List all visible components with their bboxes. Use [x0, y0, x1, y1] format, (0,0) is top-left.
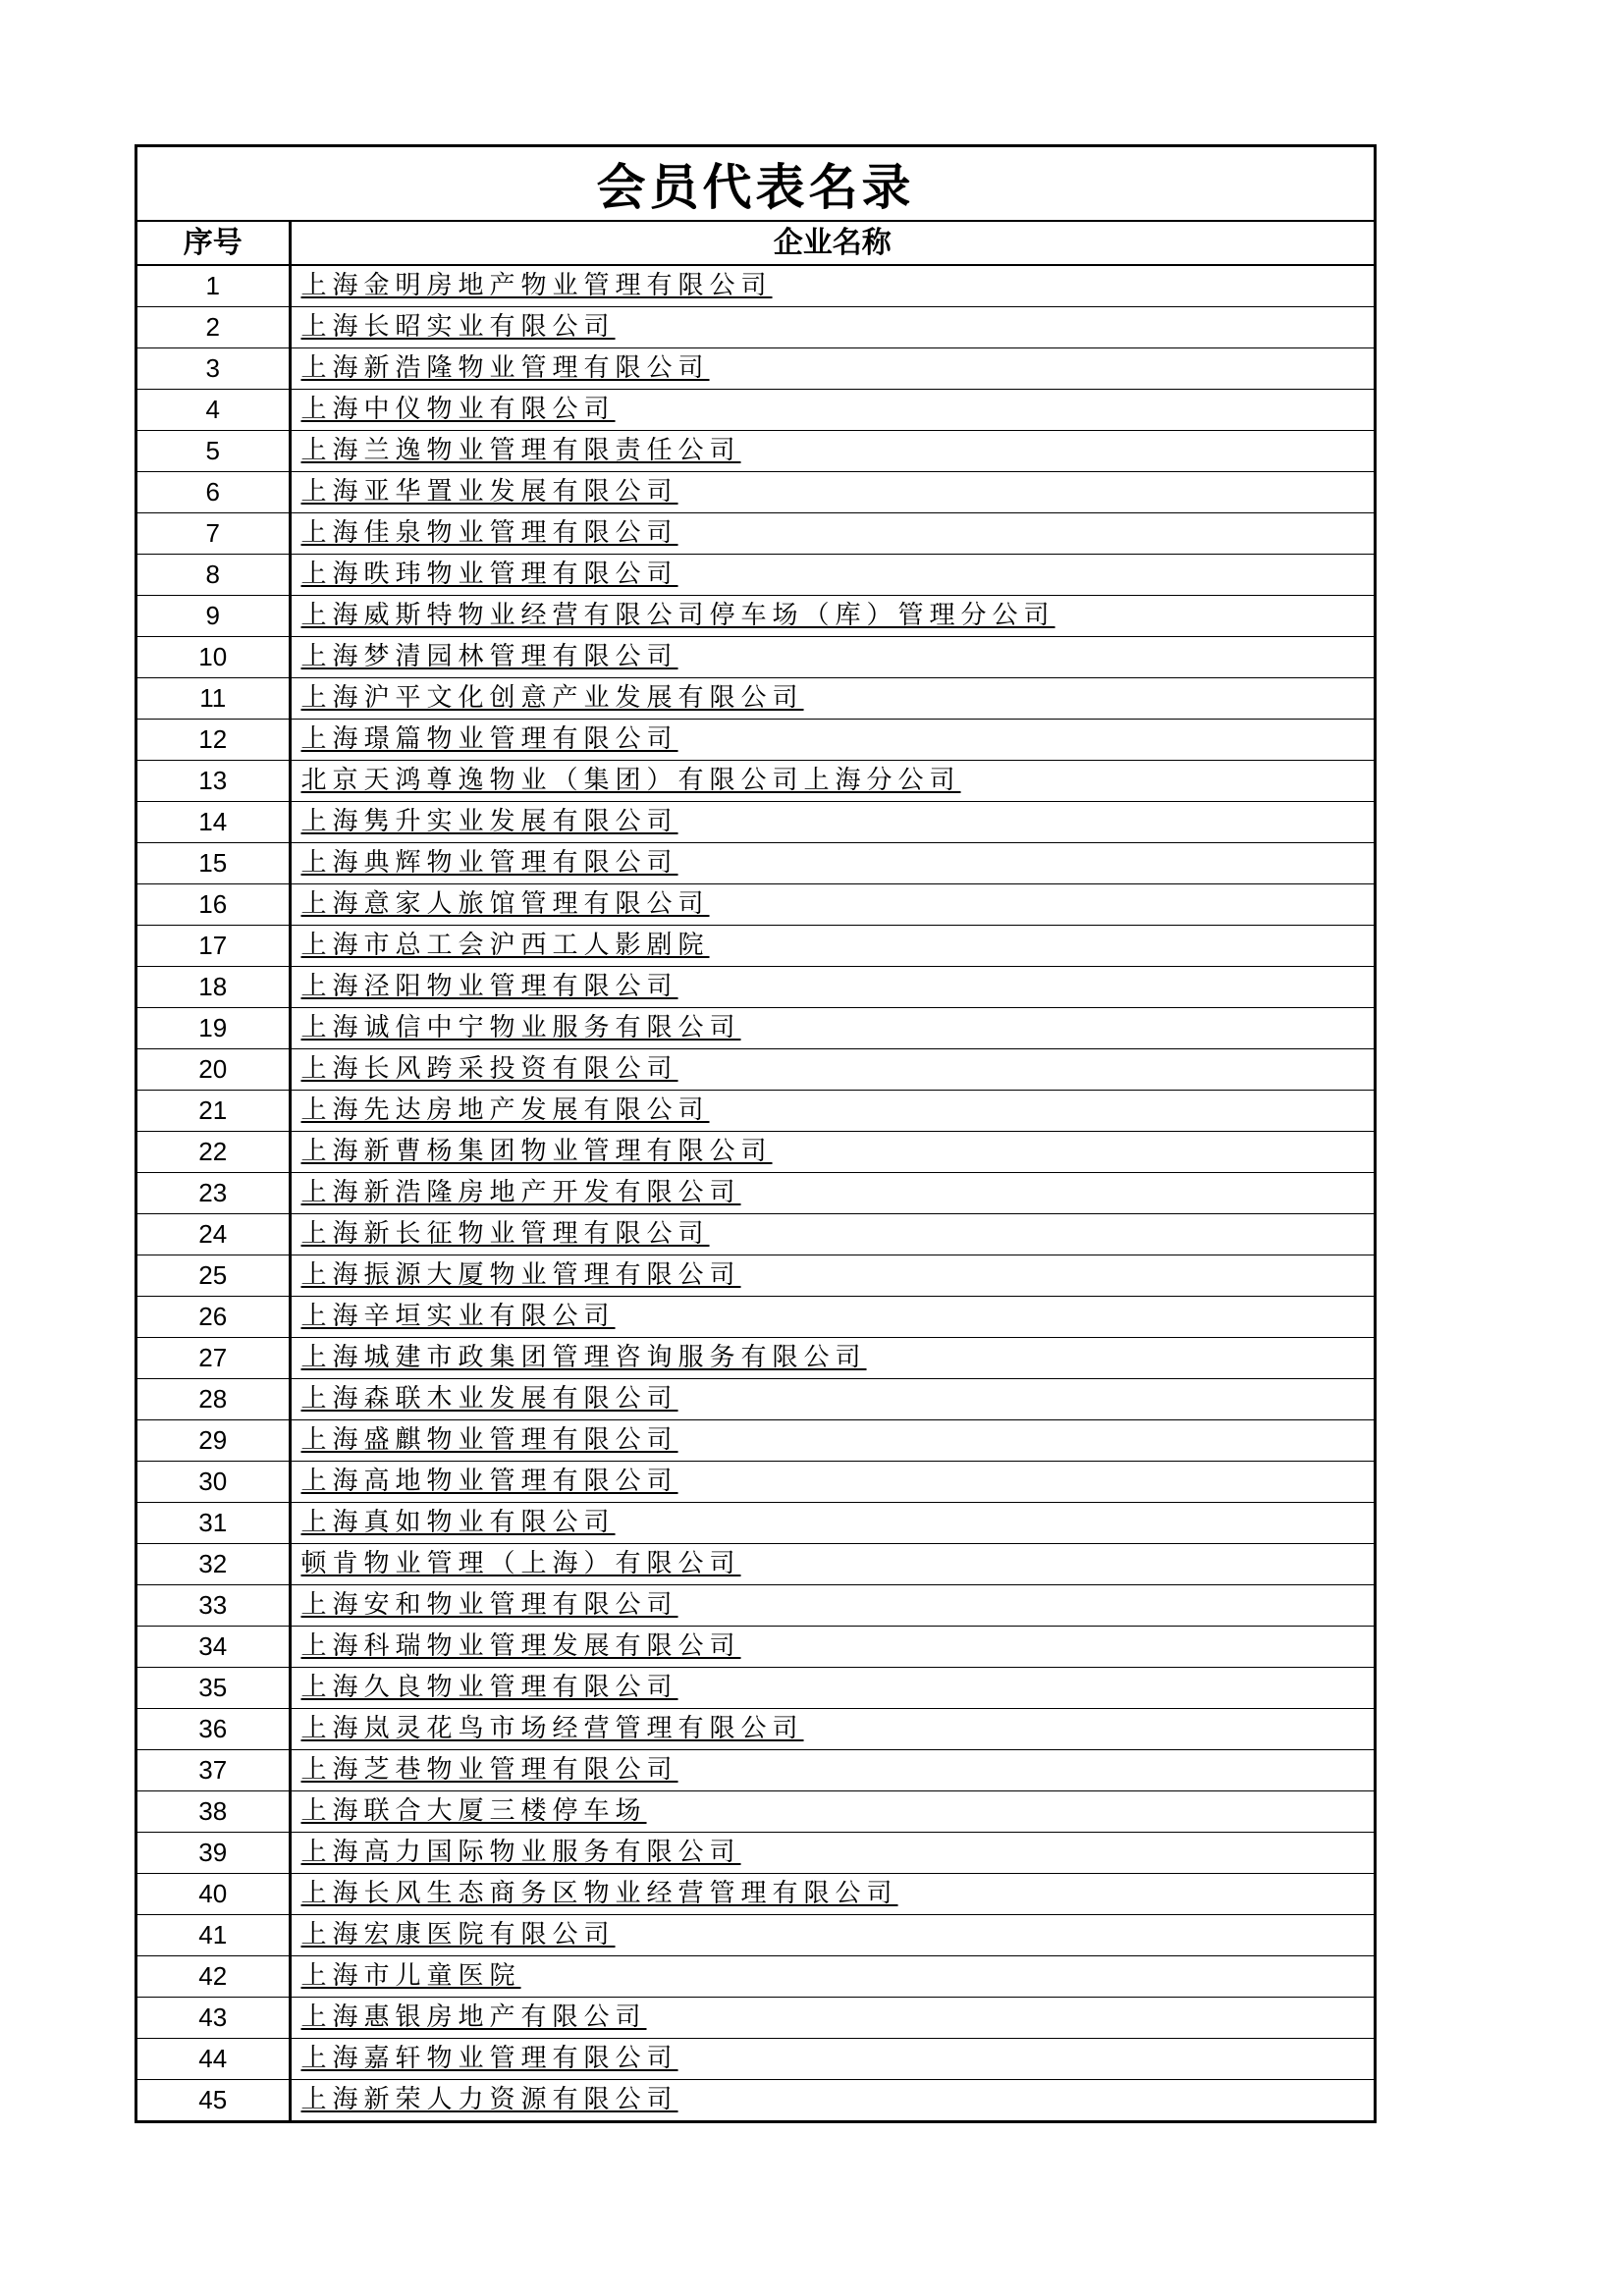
- row-company-cell: [290, 1502, 1374, 1543]
- row-company-name: 北京天鸿尊逸物业（集团）有限公司上海分公司: [300, 766, 961, 795]
- row-company-name: 上海泾阳物业管理有限公司: [300, 972, 678, 1001]
- table-row: [137, 1296, 1374, 1337]
- table-row: [137, 677, 1374, 719]
- row-company-cell: [290, 1626, 1374, 1667]
- row-company-cell: [290, 1708, 1374, 1749]
- row-company-name: 上海隽升实业发展有限公司: [300, 807, 678, 836]
- row-company-cell: [290, 1749, 1374, 1790]
- row-company-cell: [290, 1461, 1374, 1502]
- row-index: 15: [137, 842, 290, 883]
- row-company-name: 上海岚灵花鸟市场经营管理有限公司: [300, 1714, 804, 1743]
- table-row: [137, 1584, 1374, 1626]
- table-row: [137, 1461, 1374, 1502]
- row-company-name: 上海新长征物业管理有限公司: [300, 1219, 710, 1249]
- row-index: 13: [137, 760, 290, 801]
- row-company-name: 上海先达房地产发展有限公司: [300, 1095, 710, 1125]
- row-index: 9: [137, 595, 290, 636]
- row-company-name: 上海新浩隆物业管理有限公司: [300, 353, 710, 383]
- table-row: [137, 1502, 1374, 1543]
- row-index: 21: [137, 1090, 290, 1131]
- row-company-name: 上海振源大厦物业管理有限公司: [300, 1260, 741, 1290]
- member-table: [137, 222, 1374, 2120]
- row-index: 14: [137, 801, 290, 842]
- row-company-cell: [290, 512, 1374, 554]
- row-index: 36: [137, 1708, 290, 1749]
- row-company-name: 顿肯物业管理（上海）有限公司: [300, 1549, 741, 1578]
- row-company-cell: [290, 801, 1374, 842]
- row-company-name: 上海昳玮物业管理有限公司: [300, 560, 678, 589]
- row-company-cell: [290, 1172, 1374, 1213]
- row-index: 25: [137, 1255, 290, 1296]
- table-row: [137, 842, 1374, 883]
- row-company-cell: [290, 389, 1374, 430]
- table-row: [137, 554, 1374, 595]
- row-index: 44: [137, 2038, 290, 2079]
- table-row: [137, 1708, 1374, 1749]
- row-index: 35: [137, 1667, 290, 1708]
- table-row: [137, 512, 1374, 554]
- row-company-cell: [290, 1584, 1374, 1626]
- row-company-cell: [290, 966, 1374, 1007]
- row-index: 16: [137, 883, 290, 925]
- row-company-cell: [290, 554, 1374, 595]
- row-index: 37: [137, 1749, 290, 1790]
- row-company-name: 上海新荣人力资源有限公司: [300, 2085, 678, 2115]
- row-company-name: 上海市儿童医院: [300, 1961, 521, 1991]
- row-company-cell: [290, 1955, 1374, 1997]
- row-company-cell: [290, 1832, 1374, 1873]
- table-row: [137, 719, 1374, 760]
- row-index: 42: [137, 1955, 290, 1997]
- row-company-name: 上海芝巷物业管理有限公司: [300, 1755, 678, 1785]
- row-company-cell: [290, 677, 1374, 719]
- row-company-cell: [290, 1667, 1374, 1708]
- row-company-name: 上海新浩隆房地产开发有限公司: [300, 1178, 741, 1207]
- row-index: 31: [137, 1502, 290, 1543]
- table-row: [137, 1543, 1374, 1584]
- row-company-name: 上海意家人旅馆管理有限公司: [300, 889, 710, 919]
- row-company-cell: [290, 347, 1374, 389]
- row-company-cell: [290, 265, 1374, 306]
- table-row: [137, 1131, 1374, 1172]
- row-index: 29: [137, 1419, 290, 1461]
- row-index: 11: [137, 677, 290, 719]
- row-index: 18: [137, 966, 290, 1007]
- table-row: [137, 636, 1374, 677]
- row-index: 40: [137, 1873, 290, 1914]
- row-company-name: 上海久良物业管理有限公司: [300, 1673, 678, 1702]
- row-company-cell: [290, 1790, 1374, 1832]
- row-company-cell: [290, 430, 1374, 471]
- table-header-row: [137, 222, 1374, 265]
- row-company-name: 上海联合大厦三楼停车场: [300, 1796, 647, 1826]
- row-company-name: 上海诚信中宁物业服务有限公司: [300, 1013, 741, 1042]
- row-index: 32: [137, 1543, 290, 1584]
- row-company-name: 上海惠银房地产有限公司: [300, 2002, 647, 2032]
- row-company-cell: [290, 595, 1374, 636]
- row-index: 12: [137, 719, 290, 760]
- row-company-name: 上海嘉轩物业管理有限公司: [300, 2044, 678, 2073]
- row-company-name: 上海森联木业发展有限公司: [300, 1384, 678, 1414]
- row-index: 1: [137, 265, 290, 306]
- column-header-name: 企业名称: [290, 222, 1374, 265]
- row-company-name: 上海盛麒物业管理有限公司: [300, 1425, 678, 1455]
- row-index: 30: [137, 1461, 290, 1502]
- table-row: [137, 1172, 1374, 1213]
- row-company-cell: [290, 925, 1374, 966]
- row-company-cell: [290, 306, 1374, 347]
- row-company-cell: [290, 1378, 1374, 1419]
- row-index: 7: [137, 512, 290, 554]
- row-company-name: 上海真如物业有限公司: [300, 1508, 616, 1537]
- row-company-name: 上海新曹杨集团物业管理有限公司: [300, 1137, 773, 1166]
- table-row: [137, 760, 1374, 801]
- row-company-name: 上海长风跨采投资有限公司: [300, 1054, 678, 1084]
- row-index: 27: [137, 1337, 290, 1378]
- row-index: 38: [137, 1790, 290, 1832]
- row-index: 28: [137, 1378, 290, 1419]
- row-company-cell: [290, 1337, 1374, 1378]
- row-company-cell: [290, 1873, 1374, 1914]
- table-row: [137, 1255, 1374, 1296]
- row-index: 8: [137, 554, 290, 595]
- row-company-cell: [290, 883, 1374, 925]
- row-index: 17: [137, 925, 290, 966]
- row-company-cell: [290, 1213, 1374, 1255]
- row-index: 19: [137, 1007, 290, 1048]
- row-company-cell: [290, 636, 1374, 677]
- member-table-sheet: [135, 144, 1377, 2123]
- table-row: [137, 1419, 1374, 1461]
- row-index: 39: [137, 1832, 290, 1873]
- row-index: 20: [137, 1048, 290, 1090]
- table-row: [137, 1667, 1374, 1708]
- table-row: [137, 1873, 1374, 1914]
- row-company-cell: [290, 1090, 1374, 1131]
- table-row: [137, 306, 1374, 347]
- row-company-name: 上海科瑞物业管理发展有限公司: [300, 1631, 741, 1661]
- row-index: 23: [137, 1172, 290, 1213]
- row-company-name: 上海亚华置业发展有限公司: [300, 477, 678, 507]
- table-row: [137, 1626, 1374, 1667]
- row-company-name: 上海佳泉物业管理有限公司: [300, 518, 678, 548]
- table-row: [137, 347, 1374, 389]
- row-index: 3: [137, 347, 290, 389]
- row-company-cell: [290, 2038, 1374, 2079]
- row-company-name: 上海金明房地产物业管理有限公司: [300, 271, 773, 301]
- table-row: [137, 1997, 1374, 2038]
- row-index: 6: [137, 471, 290, 512]
- table-row: [137, 2079, 1374, 2120]
- row-company-name: 上海长风生态商务区物业经营管理有限公司: [300, 1879, 898, 1908]
- row-index: 4: [137, 389, 290, 430]
- row-company-cell: [290, 719, 1374, 760]
- table-row: [137, 389, 1374, 430]
- row-company-cell: [290, 842, 1374, 883]
- row-company-name: 上海梦清园林管理有限公司: [300, 642, 678, 671]
- row-company-name: 上海高力国际物业服务有限公司: [300, 1838, 741, 1867]
- row-company-name: 上海高地物业管理有限公司: [300, 1467, 678, 1496]
- row-company-name: 上海典辉物业管理有限公司: [300, 848, 678, 878]
- row-company-cell: [290, 2079, 1374, 2120]
- row-index: 41: [137, 1914, 290, 1955]
- row-index: 24: [137, 1213, 290, 1255]
- document-title: 会员代表名录: [137, 147, 1374, 222]
- row-company-cell: [290, 1914, 1374, 1955]
- row-company-name: 上海市总工会沪西工人影剧院: [300, 931, 710, 960]
- row-company-cell: [290, 1543, 1374, 1584]
- table-row: [137, 883, 1374, 925]
- row-company-cell: [290, 471, 1374, 512]
- table-row: [137, 925, 1374, 966]
- row-company-cell: [290, 1255, 1374, 1296]
- row-index: 43: [137, 1997, 290, 2038]
- row-index: 2: [137, 306, 290, 347]
- row-index: 45: [137, 2079, 290, 2120]
- table-row: [137, 966, 1374, 1007]
- table-row: [137, 801, 1374, 842]
- table-row: [137, 265, 1374, 306]
- row-company-name: 上海兰逸物业管理有限责任公司: [300, 436, 741, 465]
- table-row: [137, 1378, 1374, 1419]
- table-row: [137, 1955, 1374, 1997]
- table-row: [137, 1213, 1374, 1255]
- row-company-name: 上海辛垣实业有限公司: [300, 1302, 616, 1331]
- row-company-name: 上海宏康医院有限公司: [300, 1920, 616, 1949]
- row-company-cell: [290, 760, 1374, 801]
- table-row: [137, 1749, 1374, 1790]
- row-company-cell: [290, 1296, 1374, 1337]
- row-index: 33: [137, 1584, 290, 1626]
- table-row: [137, 430, 1374, 471]
- row-company-name: 上海城建市政集团管理咨询服务有限公司: [300, 1343, 867, 1372]
- table-row: [137, 1914, 1374, 1955]
- table-row: [137, 595, 1374, 636]
- table-row: [137, 1007, 1374, 1048]
- table-row: [137, 471, 1374, 512]
- table-row: [137, 1090, 1374, 1131]
- row-index: 22: [137, 1131, 290, 1172]
- row-index: 34: [137, 1626, 290, 1667]
- row-company-name: 上海中仪物业有限公司: [300, 395, 616, 424]
- row-company-name: 上海长昭实业有限公司: [300, 312, 616, 342]
- row-company-cell: [290, 1048, 1374, 1090]
- table-row: [137, 1832, 1374, 1873]
- table-row: [137, 1048, 1374, 1090]
- row-company-name: 上海璟篇物业管理有限公司: [300, 724, 678, 754]
- row-index: 10: [137, 636, 290, 677]
- table-row: [137, 2038, 1374, 2079]
- column-header-index: 序号: [137, 222, 290, 265]
- row-index: 26: [137, 1296, 290, 1337]
- row-company-cell: [290, 1007, 1374, 1048]
- row-index: 5: [137, 430, 290, 471]
- row-company-cell: [290, 1131, 1374, 1172]
- row-company-cell: [290, 1419, 1374, 1461]
- row-company-name: 上海威斯特物业经营有限公司停车场（库）管理分公司: [300, 601, 1056, 630]
- row-company-cell: [290, 1997, 1374, 2038]
- table-row: [137, 1790, 1374, 1832]
- table-row: [137, 1337, 1374, 1378]
- row-company-name: 上海沪平文化创意产业发展有限公司: [300, 683, 804, 713]
- row-company-name: 上海安和物业管理有限公司: [300, 1590, 678, 1620]
